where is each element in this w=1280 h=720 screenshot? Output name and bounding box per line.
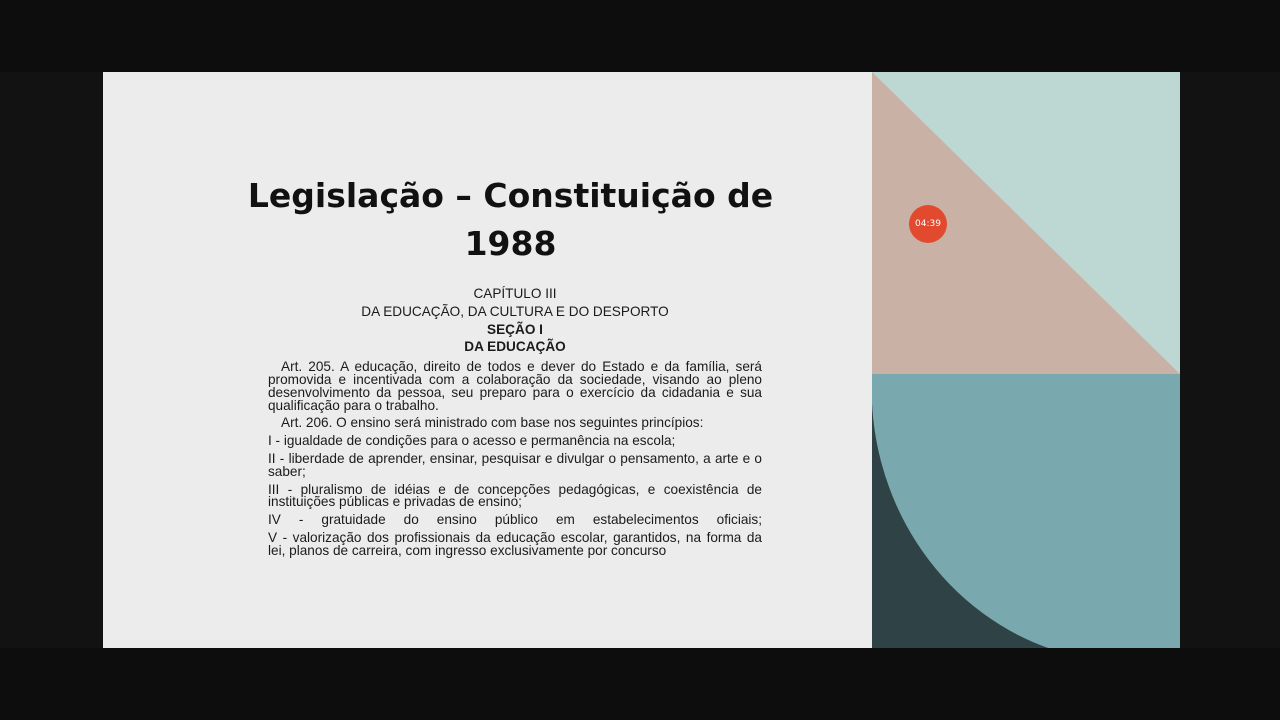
section-heading: SEÇÃO I — [487, 321, 543, 337]
article-206: Art. 206. O ensino será ministrado com base nos seguintes princípios: — [281, 415, 704, 431]
decorative-shapes-panel — [872, 72, 1180, 648]
principle-v: V - valorização dos profissionais da educação escolar, garantidos, na forma da lei, planos de carreira, com ingresso exclusivamente por concurso — [268, 529, 762, 558]
timer-label: 04:39 — [915, 219, 941, 229]
principle-iii: III - pluralismo de idéias e de concepções pedagógicas, e coexistência de instituições públicas e privadas de ensino; — [268, 481, 762, 510]
section-title: DA EDUCAÇÃO — [464, 339, 566, 355]
slide-title — [223, 172, 798, 268]
principle-i: I - igualdade de condições para o acesso e permanência na escola; — [268, 433, 676, 449]
constitution-excerpt — [268, 288, 762, 563]
slide-content-panel — [103, 72, 872, 648]
presentation-slide — [103, 72, 1180, 648]
chapter-heading: CAPÍTULO III — [473, 286, 557, 301]
decorative-shapes — [872, 72, 1180, 648]
chapter-title: DA EDUCAÇÃO, DA CULTURA E DO DESPORTO — [361, 303, 669, 319]
principle-iv: IV - gratuidade do ensino público em estabelecimentos oficiais; — [268, 512, 762, 528]
recording-timer-badge[interactable] — [909, 205, 947, 243]
principle-ii: II - liberdade de aprender, ensinar, pesquisar e divulgar o pensamento, a arte e o saber; — [268, 450, 762, 479]
slide-title-line-2: 1988 — [464, 224, 557, 263]
video-frame — [0, 72, 1280, 648]
slide-title-line-1: Legislação – Constituição de — [247, 176, 774, 215]
article-205: Art. 205. A educação, direito de todos e dever do Estado e da família, será promovida e incentivada com a colaboração da sociedade, visando ao pleno desenvolvimento da pessoa, seu preparo para o exercício da cidadania e sua qualificação para o trabalho. — [268, 359, 762, 413]
